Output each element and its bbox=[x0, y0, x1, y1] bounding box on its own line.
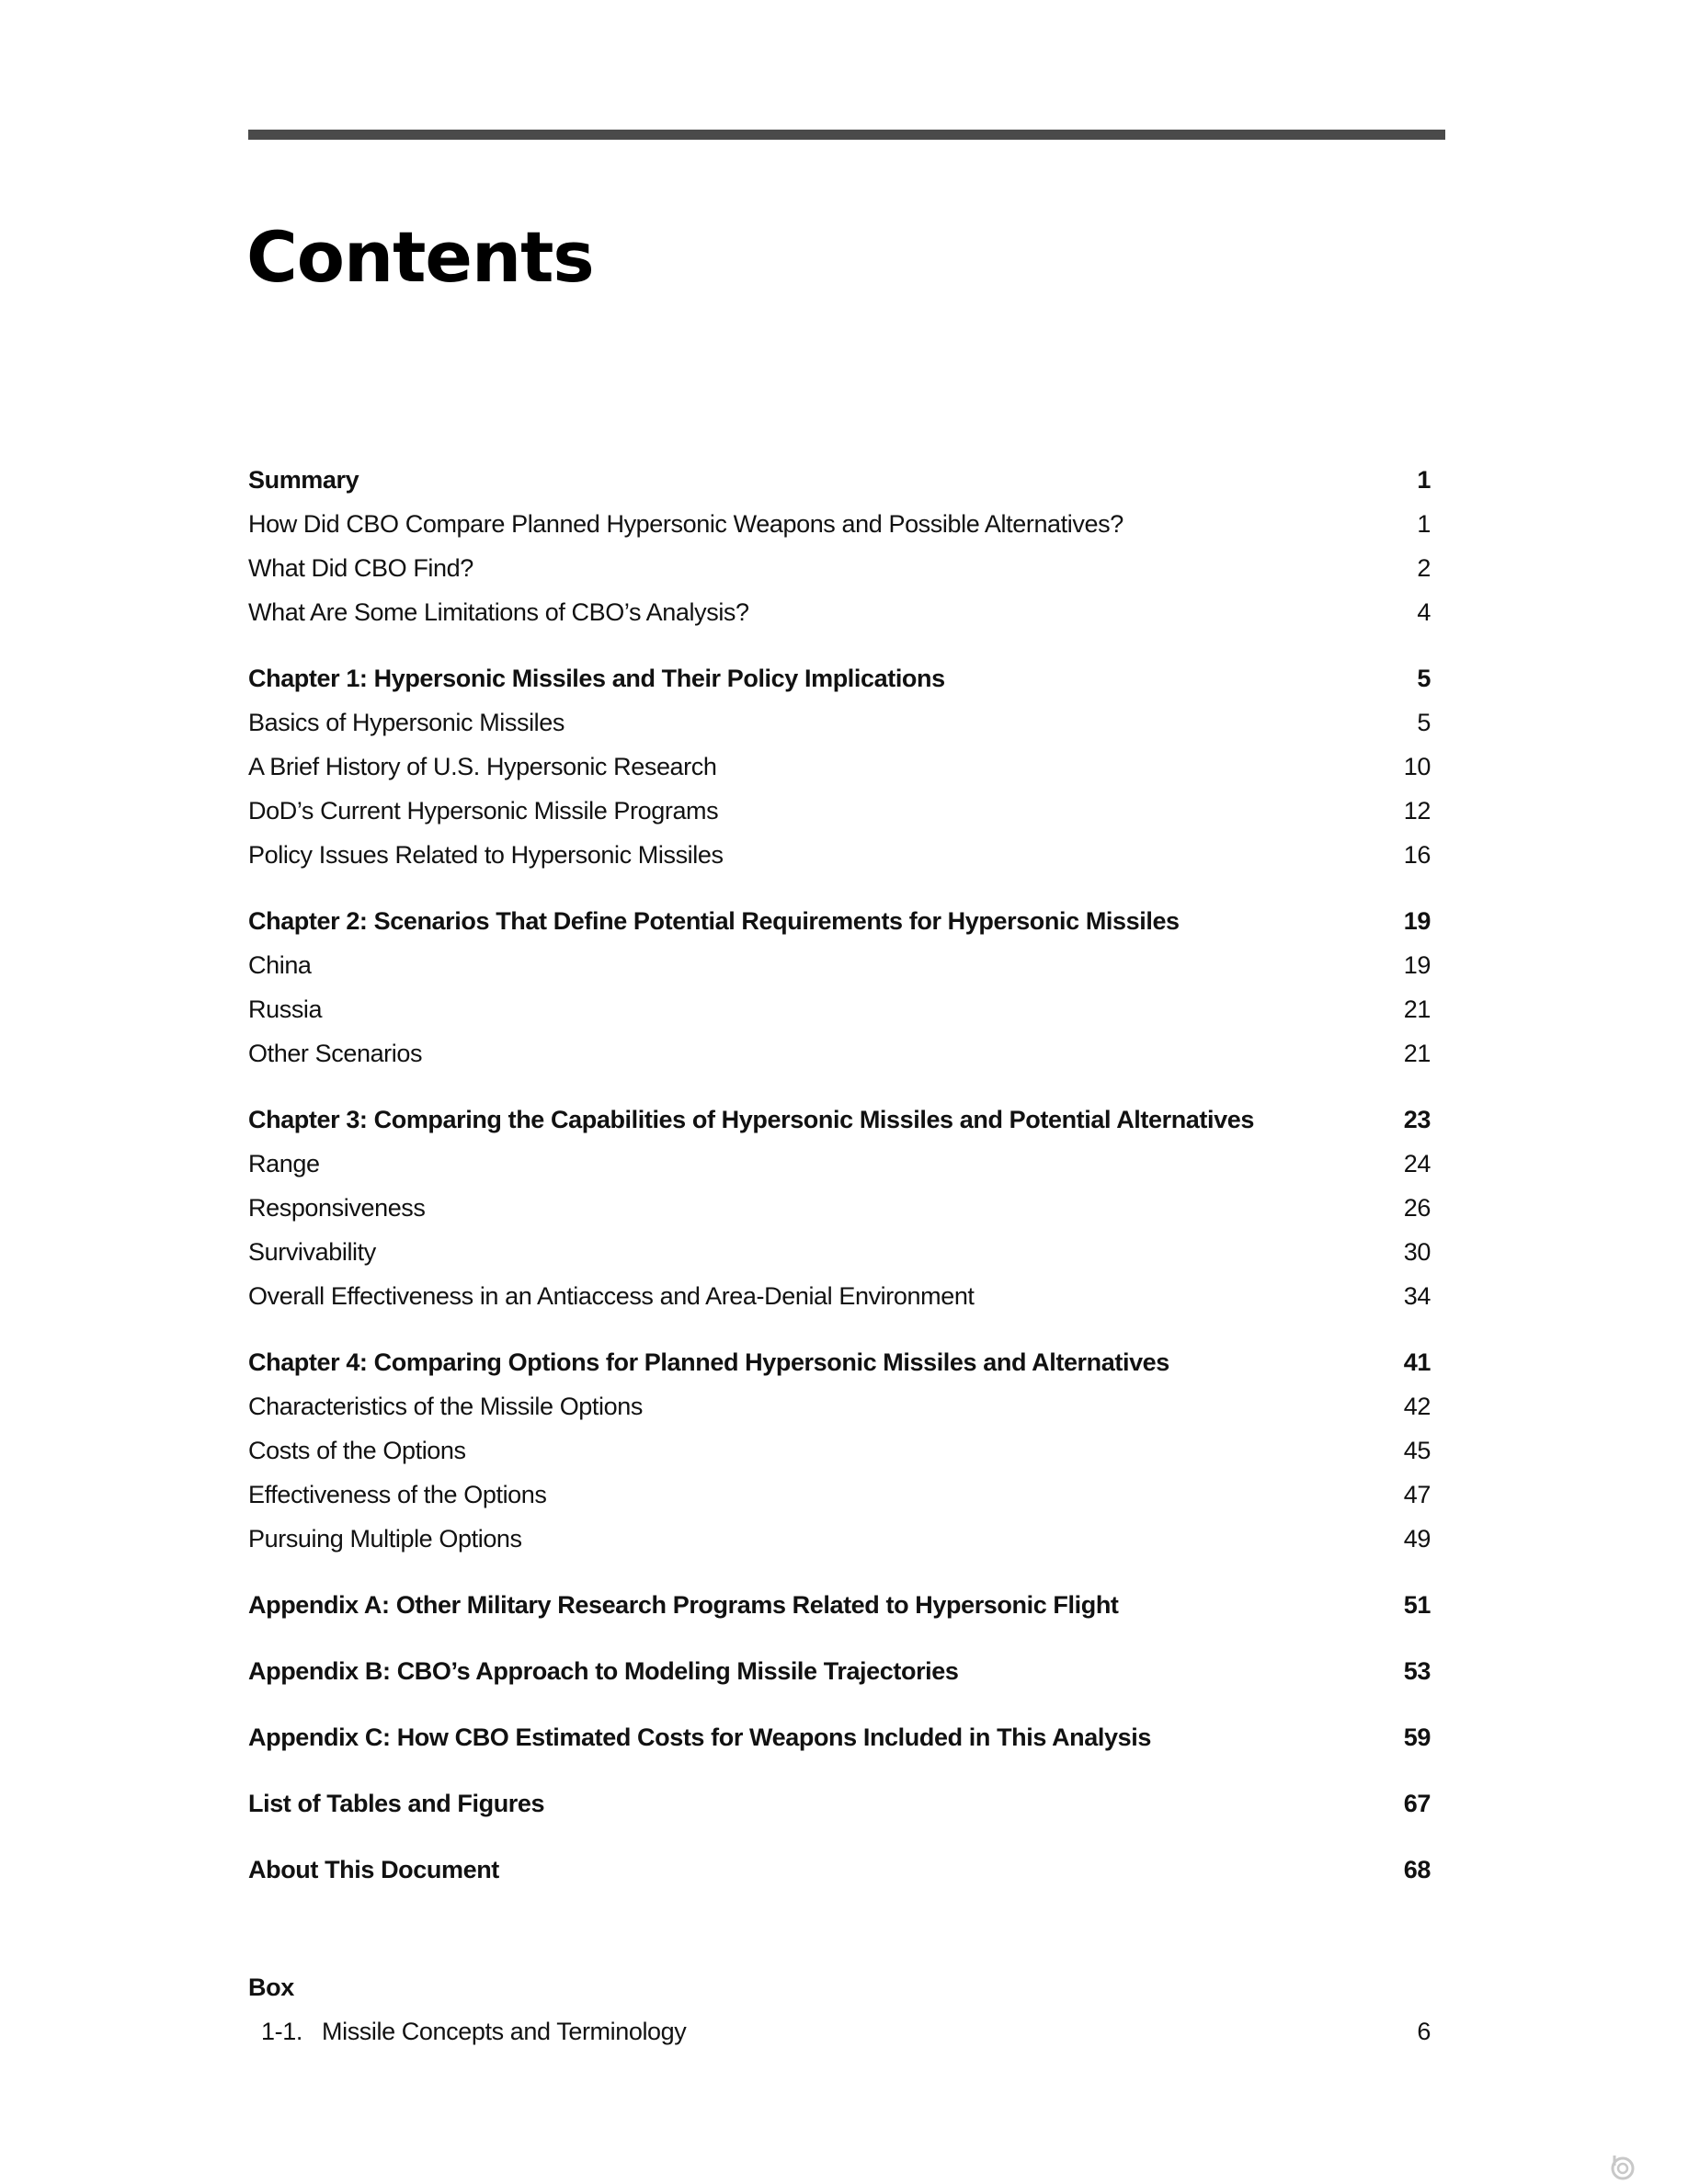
toc-entry-page: 26 bbox=[1403, 1194, 1431, 1222]
toc-entry-page: 49 bbox=[1403, 1525, 1431, 1553]
toc-entry[interactable] bbox=[248, 546, 1431, 590]
toc-group bbox=[248, 1649, 1431, 1693]
toc-entry-label: Basics of Hypersonic Missiles bbox=[248, 709, 565, 736]
toc-entry-page: 5 bbox=[1417, 665, 1431, 692]
toc-entry[interactable] bbox=[248, 590, 1431, 634]
toc-entry[interactable] bbox=[248, 987, 1431, 1031]
toc-entry-label: Other Scenarios bbox=[248, 1040, 423, 1067]
toc-entry[interactable] bbox=[248, 1384, 1431, 1428]
toc-entry-label: Survivability bbox=[248, 1238, 376, 1266]
toc-entry-label: Characteristics of the Missile Options bbox=[248, 1393, 643, 1420]
toc-entry-page: 67 bbox=[1403, 1790, 1431, 1817]
toc-entry-page: 4 bbox=[1417, 598, 1431, 626]
toc-entry[interactable] bbox=[248, 1031, 1431, 1075]
toc-entry-page: 5 bbox=[1417, 709, 1431, 736]
toc-entry-page: 21 bbox=[1403, 1040, 1431, 1067]
toc-entry-label: A Brief History of U.S. Hypersonic Research bbox=[248, 753, 717, 780]
box-entry-page: 6 bbox=[1417, 2018, 1431, 2045]
circular-logo-icon bbox=[1609, 2153, 1637, 2180]
toc-entry-page: 24 bbox=[1403, 1150, 1431, 1177]
toc-entry-page: 59 bbox=[1403, 1723, 1431, 1751]
toc-group bbox=[248, 1340, 1431, 1561]
toc-entry-label: What Did CBO Find? bbox=[248, 554, 473, 582]
toc-entry-page: 51 bbox=[1403, 1591, 1431, 1619]
toc-group bbox=[248, 1098, 1431, 1318]
toc-heading-entry[interactable] bbox=[248, 1583, 1431, 1627]
toc-heading-entry[interactable] bbox=[248, 1340, 1431, 1384]
box-section bbox=[248, 1965, 1431, 2053]
toc-entry-page: 2 bbox=[1417, 554, 1431, 582]
toc-heading-entry[interactable] bbox=[248, 899, 1431, 943]
toc-entry-label: Range bbox=[248, 1150, 320, 1177]
toc-heading-entry[interactable] bbox=[248, 1649, 1431, 1693]
toc-entry-page: 47 bbox=[1403, 1481, 1431, 1508]
toc-group bbox=[248, 1781, 1431, 1826]
toc-entry-label: Summary bbox=[248, 466, 359, 494]
toc-entry[interactable] bbox=[248, 1517, 1431, 1561]
toc-entry[interactable] bbox=[248, 833, 1431, 877]
toc-entry[interactable] bbox=[248, 700, 1431, 745]
toc-entry-label: China bbox=[248, 951, 312, 979]
toc-entry-page: 12 bbox=[1403, 797, 1431, 825]
toc-entry[interactable] bbox=[248, 1428, 1431, 1473]
toc-entry-page: 16 bbox=[1403, 841, 1431, 869]
box-entry-label: Missile Concepts and Terminology bbox=[322, 2018, 687, 2045]
toc-entry-page: 45 bbox=[1403, 1437, 1431, 1464]
toc-group bbox=[248, 1715, 1431, 1759]
toc-entry[interactable] bbox=[248, 1274, 1431, 1318]
toc-heading-entry[interactable] bbox=[248, 458, 1431, 502]
toc-entry-page: 30 bbox=[1403, 1238, 1431, 1266]
toc-entry-label: What Are Some Limitations of CBO’s Analysis? bbox=[248, 598, 749, 626]
top-rule bbox=[248, 130, 1445, 140]
toc-entry-page: 41 bbox=[1403, 1348, 1431, 1376]
toc-entry-label: Costs of the Options bbox=[248, 1437, 466, 1464]
table-of-contents bbox=[248, 458, 1431, 1914]
toc-heading-entry[interactable] bbox=[248, 1715, 1431, 1759]
toc-entry-page: 68 bbox=[1403, 1856, 1431, 1883]
toc-entry-label: Overall Effectiveness in an Antiaccess and Area-Denial Environment bbox=[248, 1282, 975, 1310]
toc-entry-label: Chapter 1: Hypersonic Missiles and Their Policy Implications bbox=[248, 665, 945, 692]
toc-entry-label: Appendix B: CBO’s Approach to Modeling Missile Trajectories bbox=[248, 1657, 959, 1685]
toc-entry-label: List of Tables and Figures bbox=[248, 1790, 545, 1817]
toc-entry-label: Chapter 3: Comparing the Capabilities of Hypersonic Missiles and Potential Alternatives bbox=[248, 1106, 1254, 1133]
toc-heading-entry[interactable] bbox=[248, 1848, 1431, 1892]
page-title: Contents bbox=[246, 216, 594, 298]
toc-entry[interactable] bbox=[248, 1186, 1431, 1230]
toc-heading-entry[interactable] bbox=[248, 1781, 1431, 1826]
toc-entry-label: Appendix A: Other Military Research Programs Related to Hypersonic Flight bbox=[248, 1591, 1119, 1619]
toc-entry-page: 34 bbox=[1403, 1282, 1431, 1310]
toc-entry[interactable] bbox=[248, 1230, 1431, 1274]
toc-entry[interactable] bbox=[248, 789, 1431, 833]
toc-entry-page: 42 bbox=[1403, 1393, 1431, 1420]
toc-entry-page: 19 bbox=[1403, 951, 1431, 979]
toc-entry-page: 1 bbox=[1417, 466, 1431, 494]
toc-entry-label: Chapter 4: Comparing Options for Planned Hypersonic Missiles and Alternatives bbox=[248, 1348, 1169, 1376]
toc-entry-page: 23 bbox=[1403, 1106, 1431, 1133]
toc-entry[interactable] bbox=[248, 1473, 1431, 1517]
toc-entry[interactable] bbox=[248, 745, 1431, 789]
toc-entry-label: DoD’s Current Hypersonic Missile Programs bbox=[248, 797, 719, 825]
toc-entry-page: 10 bbox=[1403, 753, 1431, 780]
toc-entry-label: Russia bbox=[248, 995, 323, 1023]
toc-entry[interactable] bbox=[248, 502, 1431, 546]
toc-entry[interactable] bbox=[248, 1142, 1431, 1186]
toc-group bbox=[248, 656, 1431, 877]
toc-heading-entry[interactable] bbox=[248, 1098, 1431, 1142]
box-entry-number: 1-1. bbox=[261, 2018, 302, 2045]
toc-group bbox=[248, 458, 1431, 634]
toc-group bbox=[248, 1848, 1431, 1892]
toc-entry-label: How Did CBO Compare Planned Hypersonic Weapons and Possible Alternatives? bbox=[248, 510, 1123, 538]
box-heading: Box bbox=[248, 1974, 294, 2001]
toc-heading-entry[interactable] bbox=[248, 656, 1431, 700]
toc-entry-label: Pursuing Multiple Options bbox=[248, 1525, 522, 1553]
toc-entry-page: 53 bbox=[1403, 1657, 1431, 1685]
toc-entry-label: About This Document bbox=[248, 1856, 499, 1883]
toc-group bbox=[248, 899, 1431, 1075]
toc-entry-label: Appendix C: How CBO Estimated Costs for Weapons Included in This Analysis bbox=[248, 1723, 1151, 1751]
toc-entry-label: Responsiveness bbox=[248, 1194, 426, 1222]
toc-entry-label: Policy Issues Related to Hypersonic Missiles bbox=[248, 841, 724, 869]
toc-entry-label: Chapter 2: Scenarios That Define Potential Requirements for Hypersonic Missiles bbox=[248, 907, 1180, 935]
toc-group bbox=[248, 1583, 1431, 1627]
toc-entry[interactable] bbox=[248, 943, 1431, 987]
toc-entry-page: 1 bbox=[1417, 510, 1431, 538]
box-entry[interactable] bbox=[248, 2009, 1431, 2053]
toc-entry-label: Effectiveness of the Options bbox=[248, 1481, 547, 1508]
toc-entry-page: 21 bbox=[1403, 995, 1431, 1023]
toc-entry-page: 19 bbox=[1403, 907, 1431, 935]
